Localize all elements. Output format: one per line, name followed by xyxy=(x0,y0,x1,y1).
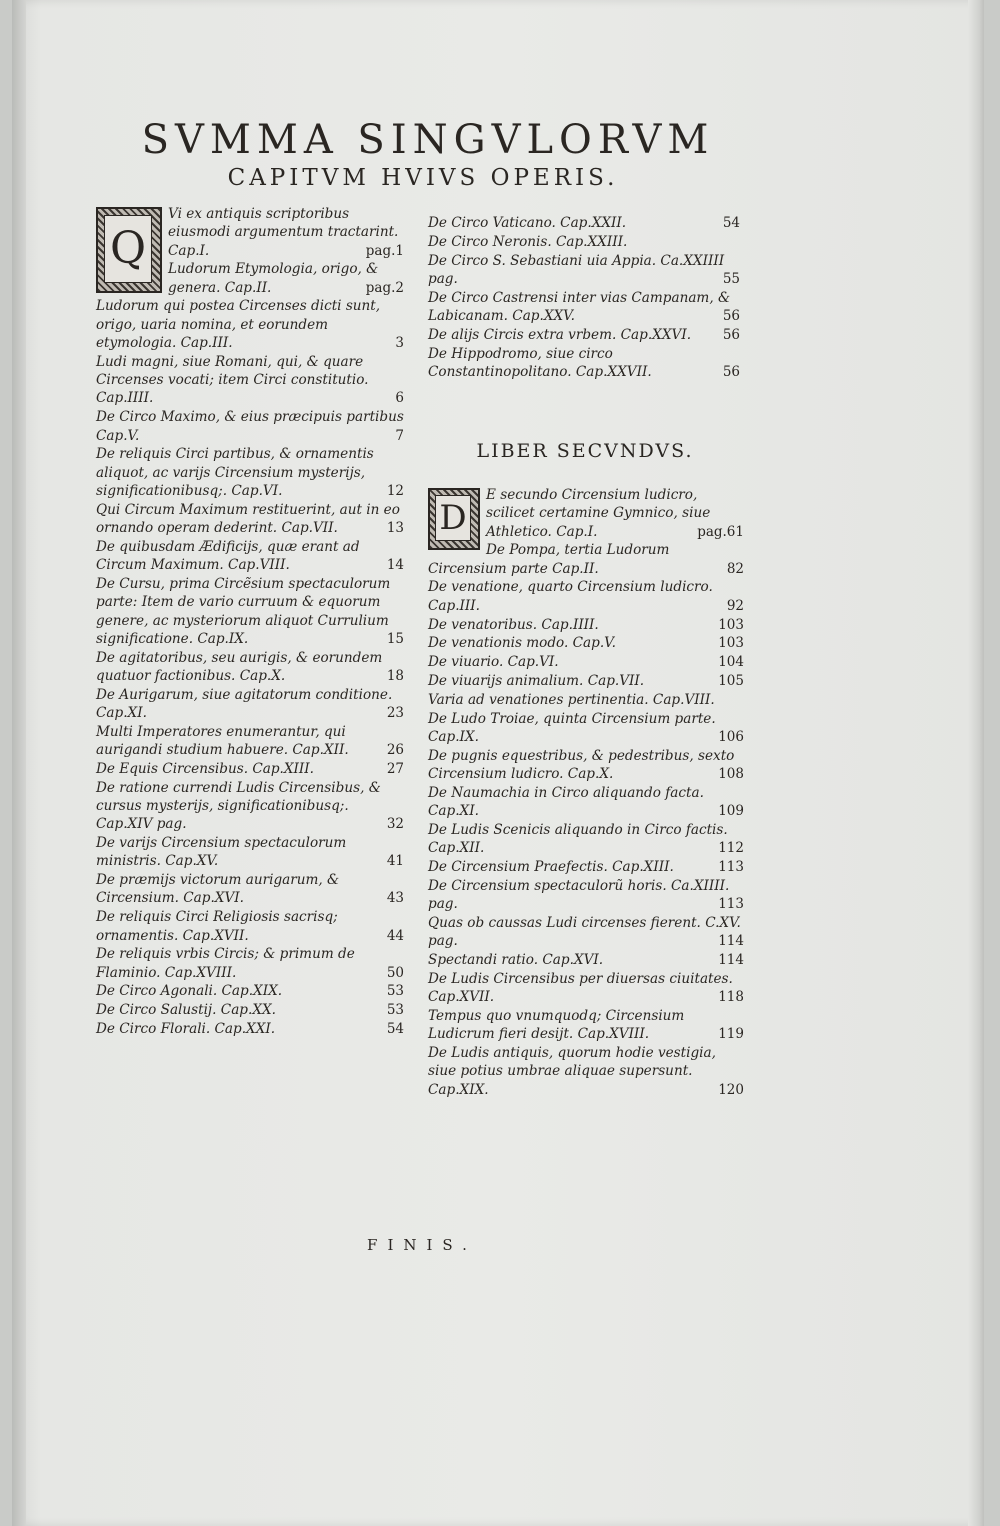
entry-title: De Cursu, prima Circẽsium spectaculorum parte: Item de vario curruum & equorum genere, ac mysteriorum aliquot Currulium significatione. Cap.IX. xyxy=(96,575,391,647)
entry-title: Qui Circum Maximum restituerint, aut in eo ornando operam dederint. Cap.VII. xyxy=(96,501,400,537)
contents-entry xyxy=(96,834,406,871)
entry-page-number: 14 xyxy=(386,557,404,574)
entry-page-number: 23 xyxy=(386,705,404,722)
entry-page-number: 50 xyxy=(386,964,404,981)
entry-page-number: 27 xyxy=(386,760,404,777)
contents-entry xyxy=(428,858,746,876)
contents-entry xyxy=(428,326,742,344)
contents-entry xyxy=(428,653,746,671)
page-subtitle: CAPITVM HVIVS OPERIS. xyxy=(227,165,619,191)
entry-title: De Ludo Troiae, quinta Circensium parte. Cap.IX. xyxy=(428,710,716,745)
contents-entry xyxy=(428,214,742,232)
contents-entry xyxy=(96,760,406,778)
entry-title: Multi Imperatores enumerantur, qui aurigandi studium habuere. Cap.XII. xyxy=(96,723,349,759)
entry-title: De Ludis Scenicis aliquando in Circo factis. Cap.XII. xyxy=(428,821,728,857)
entry-title: De Circo Maximo, & eius præcipuis partibus Cap.V. xyxy=(96,409,404,444)
entry-title: De varijs Circensium spectaculorum ministris. Cap.XV. xyxy=(96,835,347,870)
contents-entry xyxy=(96,686,406,723)
entry-title: De quibusdam Ædificijs, quæ erant ad Circum Maximum. Cap.VIII. xyxy=(96,538,360,574)
entry-page-number: 118 xyxy=(718,989,744,1006)
contents-entry xyxy=(96,408,406,445)
contents-entry xyxy=(428,252,742,289)
contents-entry xyxy=(96,723,406,760)
entry-page-number: 112 xyxy=(718,840,744,857)
entry-title: Varia ad venationes pertinentia. Cap.VIII. xyxy=(428,691,715,708)
entry-title: De Hippodromo, siue circo Constantinopolitano. Cap.XXVII. xyxy=(428,345,652,380)
contents-entry xyxy=(428,616,746,634)
entry-title: De Circensium spectaculorũ horis. Ca.XIIII. pag. xyxy=(428,877,730,913)
entry-title: De reliquis Circi Religiosis sacrisq; ornamentis. Cap.XVII. xyxy=(96,909,338,944)
contents-entry xyxy=(96,260,406,297)
entry-title: De venationis modo. Cap.V. xyxy=(428,635,616,652)
decorated-initial-q: Q xyxy=(96,207,162,293)
contents-entry xyxy=(96,945,406,982)
entry-title: De agitatoribus, seu aurigis, & eorundem quatuor factionibus. Cap.X. xyxy=(96,649,383,684)
contents-entry xyxy=(428,951,746,969)
contents-entry xyxy=(96,779,406,834)
contents-entry xyxy=(428,970,746,1007)
entry-page-number: 92 xyxy=(726,597,744,614)
entry-page-number: 104 xyxy=(718,654,744,671)
contents-entry xyxy=(428,821,746,858)
contents-entry xyxy=(96,649,406,686)
entry-page-number: 120 xyxy=(718,1081,744,1098)
entry-title: Ludorum qui postea Circenses dicti sunt, origo, uaria nomina, et eorundem etymologia. Cap.III. xyxy=(96,298,381,352)
entry-title: De venatoribus. Cap.IIII. xyxy=(428,616,599,633)
entry-title: De Ludis antiquis, quorum hodie vestigia, siue potius umbrae aliquae supersunt. Cap.XIX. xyxy=(428,1044,716,1098)
entry-title: De Equis Circensibus. Cap.XIII. xyxy=(96,760,314,777)
entry-title: De Aurigarum, siue agitatorum conditione. Cap.XI. xyxy=(96,686,393,722)
entry-title: De Ludis Circensibus per diuersas ciuitates. Cap.XVII. xyxy=(428,970,733,1006)
entry-title: De venatione, quarto Circensium ludicro. Cap.III. xyxy=(428,579,713,614)
entry-title: Quas ob caussas Ludi circenses fierent. C.XV. pag. xyxy=(428,914,741,950)
contents-entry xyxy=(428,578,746,615)
contents-entry xyxy=(428,289,742,326)
entry-page-number: 12 xyxy=(386,482,404,499)
contents-entry xyxy=(428,914,746,951)
entry-page-number: 6 xyxy=(395,390,404,407)
entry-page-number: 32 xyxy=(386,816,404,833)
entry-title: De pugnis equestribus, & pedestribus, sexto Circensium ludicro. Cap.X. xyxy=(428,747,735,782)
contents-entry xyxy=(428,634,746,652)
entry-title: De Circo Florali. Cap.XXI. xyxy=(96,1021,276,1038)
entry-title: De reliquis Circi partibus, & ornamentis aliquot, ac varijs Circensium mysterijs, significationibusq;. Cap.VI. xyxy=(96,446,374,499)
entry-page-number: 15 xyxy=(386,630,404,647)
entry-page-number: pag.2 xyxy=(365,279,404,296)
entry-title: Tempus quo vnumquodq; Circensium Ludicrum fieri desijt. Cap.XVIII. xyxy=(428,1007,685,1043)
entry-title: De reliquis vrbis Circis; & primum de Flaminio. Cap.XVIII. xyxy=(96,946,355,981)
contents-entry xyxy=(96,205,406,260)
entry-page-number: 105 xyxy=(718,672,744,689)
entry-page-number: 54 xyxy=(386,1021,404,1038)
entry-page-number: 43 xyxy=(386,890,404,907)
contents-entry xyxy=(428,345,742,382)
contents-entry xyxy=(428,672,746,690)
entry-page-number: 53 xyxy=(386,1002,404,1019)
entry-page-number: pag.1 xyxy=(365,242,404,259)
entry-title: De præmijs victorum aurigarum, & Circensium. Cap.XVI. xyxy=(96,872,340,907)
contents-entry xyxy=(428,747,746,784)
entry-page-number: 3 xyxy=(395,335,404,352)
entry-page-number: 13 xyxy=(386,520,404,537)
contents-entry xyxy=(96,871,406,908)
entry-page-number: 54 xyxy=(722,215,740,231)
contents-entry xyxy=(96,297,406,352)
contents-entry xyxy=(96,1001,406,1019)
entry-page-number: 114 xyxy=(718,951,744,968)
entry-title: De Circo Neronis. Cap.XXIII. xyxy=(428,233,628,250)
contents-entry xyxy=(428,877,746,914)
page-right-edge xyxy=(968,0,984,1526)
book-two-heading: LIBER SECVNDVS. xyxy=(476,440,694,462)
entry-title: De Naumachia in Circo aliquando facta. Cap.XI. xyxy=(428,784,704,820)
contents-entry xyxy=(96,538,406,575)
contents-entry xyxy=(428,486,746,541)
entry-title: De alijs Circis extra vrbem. Cap.XXVI. xyxy=(428,326,692,343)
contents-entry xyxy=(96,445,406,500)
contents-entry xyxy=(96,575,406,648)
entry-page-number: 103 xyxy=(718,616,744,633)
decorated-initial-d: D xyxy=(428,488,480,550)
entry-title: De Circo Castrensi inter vias Campanam, & Labicanam. Cap.XXV. xyxy=(428,289,731,324)
contents-book-two xyxy=(428,486,746,1099)
contents-entry xyxy=(96,908,406,945)
contents-entry xyxy=(428,710,746,747)
entry-title: De Circo Vaticano. Cap.XXII. xyxy=(428,215,627,231)
page-gutter xyxy=(12,0,26,1526)
entry-title: Ludi magni, siue Romani, qui, & quare Circenses vocati; item Circi constitutio. Cap.IIII. xyxy=(96,353,369,407)
entry-title: De viuario. Cap.VI. xyxy=(428,654,559,671)
book-page xyxy=(12,0,984,1526)
contents-entry xyxy=(428,1044,746,1099)
entry-page-number: 55 xyxy=(722,270,740,287)
entry-page-number: 53 xyxy=(386,983,404,1000)
entry-page-number: 119 xyxy=(718,1026,744,1043)
finis-mark: FINIS. xyxy=(367,1236,477,1254)
entry-title: Ludorum Etymologia, origo, & genera. Cap.II. xyxy=(168,261,379,296)
entry-page-number: 56 xyxy=(722,326,740,343)
contents-entry xyxy=(96,1020,406,1038)
entry-title: De Circensium Praefectis. Cap.XIII. xyxy=(428,858,674,875)
entry-page-number: 113 xyxy=(718,896,744,913)
contents-right-column xyxy=(428,214,742,382)
entry-page-number: 18 xyxy=(386,667,404,684)
entry-page-number: 109 xyxy=(718,803,744,820)
entry-title: De Circo Agonali. Cap.XIX. xyxy=(96,983,283,1000)
contents-entry xyxy=(428,541,746,578)
entry-title: De Pompa, tertia Ludorum Circensium parte Cap.II. xyxy=(428,542,670,577)
entry-page-number: pag.61 xyxy=(697,523,744,540)
entry-title: De Circo Salustij. Cap.XX. xyxy=(96,1002,276,1019)
entry-page-number: 113 xyxy=(718,858,744,875)
page-title: SVMMA SINGVLORVM xyxy=(141,117,715,163)
contents-entry xyxy=(428,233,742,251)
contents-entry xyxy=(96,501,406,538)
entry-page-number: 108 xyxy=(718,765,744,782)
entry-title: Spectandi ratio. Cap.XVI. xyxy=(428,951,604,968)
entry-page-number: 114 xyxy=(718,933,744,950)
contents-entry xyxy=(96,353,406,408)
entry-page-number: 106 xyxy=(718,728,744,745)
entry-title: Vi ex antiquis scriptoribus eiusmodi argumentum tractarint. Cap.I. xyxy=(168,206,399,259)
contents-entry xyxy=(96,982,406,1000)
entry-title: E secundo Circensium ludicro, scilicet certamine Gymnico, siue Athletico. Cap.I. xyxy=(486,487,711,540)
entry-page-number: 82 xyxy=(726,560,744,577)
entry-page-number: 103 xyxy=(718,635,744,652)
entry-title: De viuarijs animalium. Cap.VII. xyxy=(428,672,645,689)
entry-page-number: 26 xyxy=(386,742,404,759)
entry-page-number: 7 xyxy=(395,427,404,444)
entry-page-number: 56 xyxy=(722,363,740,380)
contents-entry xyxy=(428,784,746,821)
entry-page-number: 44 xyxy=(386,927,404,944)
contents-entry xyxy=(428,1007,746,1044)
entry-title: De ratione currendi Ludis Circensibus, & cursus mysterijs, significationibusq;. Cap.XIV pag. xyxy=(96,779,381,833)
contents-entry xyxy=(428,691,746,709)
contents-left-column xyxy=(96,205,406,1039)
entry-page-number: 41 xyxy=(386,853,404,870)
entry-page-number: 56 xyxy=(722,307,740,324)
entry-title: De Circo S. Sebastiani uia Appia. Ca.XXIIII pag. xyxy=(428,252,725,287)
